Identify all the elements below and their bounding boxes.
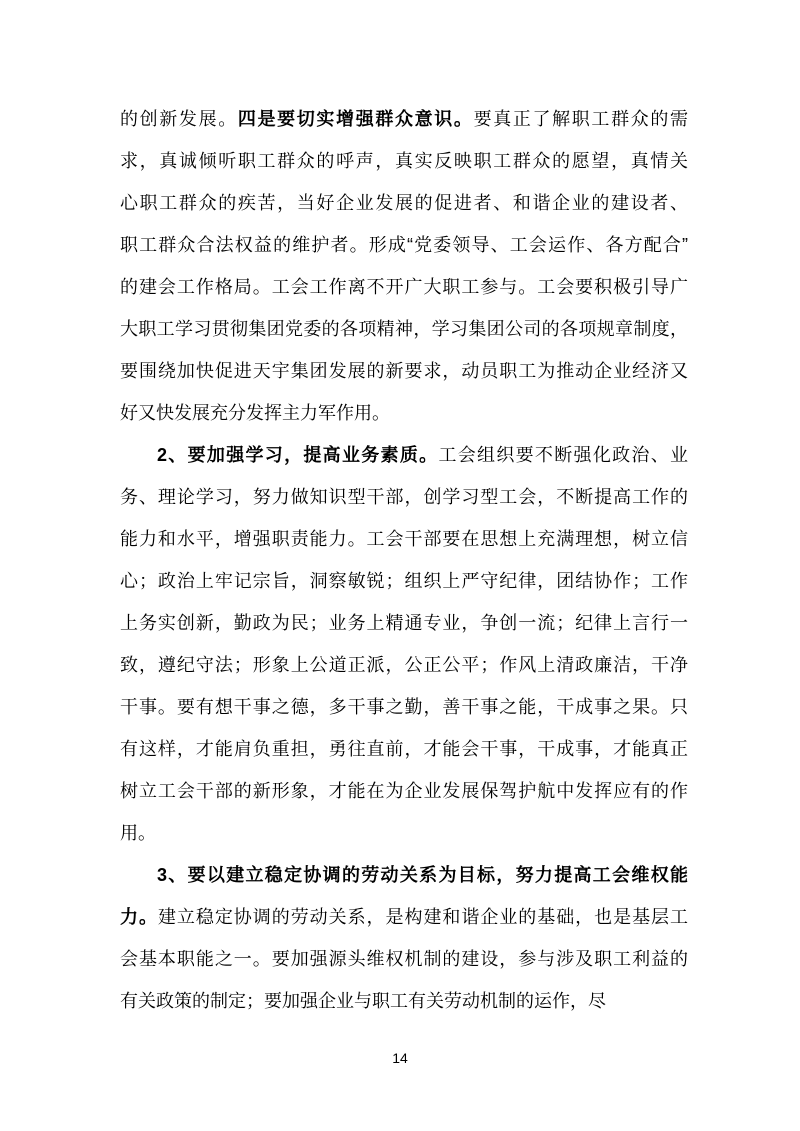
text-line: [120, 686, 688, 728]
text-run: 心；政治上牢记宗旨，洞察敏锐；组织上严守纪律，团结协作；工作: [120, 571, 688, 591]
text-run: 树立工会干部的新形象，才能在为企业发展保驾护航中发挥应有的作: [120, 781, 688, 801]
text-line: [120, 350, 688, 392]
text-run: 务、理论学习，努力做知识型干部，创学习型工会，不断提高工作的: [120, 487, 688, 507]
text-line: [120, 644, 688, 686]
text-run: 2、要加强学习，提高业务素质。: [157, 445, 439, 465]
text-line: [120, 266, 688, 308]
document-body: [120, 98, 688, 1022]
text-line: [120, 392, 688, 434]
text-line: [120, 560, 688, 602]
text-line: [120, 980, 688, 1022]
text-run: 好又快发展充分发挥主力军作用。: [120, 403, 390, 423]
text-line: [120, 854, 688, 896]
text-run: 建立稳定协调的劳动关系，是构建和谐企业的基础，也是基层工: [157, 907, 689, 927]
text-run: 大职工学习贯彻集团党委的各项精神，学习集团公司的各项规章制度，: [120, 319, 688, 339]
text-run: 要围绕加快促进天宇集团发展的新要求，动员职工为推动企业经济又: [120, 361, 688, 381]
text-run: 有关政策的制定；要加强企业与职工有关劳动机制的运作，尽: [120, 991, 606, 1011]
text-line: [120, 308, 688, 350]
text-line: [120, 98, 688, 140]
text-run: 求，真诚倾听职工群众的呼声，真实反映职工群众的愿望，真情关: [120, 151, 688, 171]
text-run: 的建会工作格局。工会工作离不开广大职工参与。工会要积极引导广: [120, 277, 688, 297]
paragraph-2: [120, 434, 688, 854]
text-line: [120, 182, 688, 224]
text-line: [120, 938, 688, 980]
text-line: [120, 476, 688, 518]
text-run: 用。: [120, 823, 156, 843]
text-run: 能力和水平，增强职责能力。工会干部要在思想上充满理想，树立信: [120, 529, 688, 549]
paragraph-3: [120, 854, 688, 1022]
paragraph-1: [120, 98, 688, 434]
text-line: [120, 770, 688, 812]
text-run: 力。: [120, 907, 158, 927]
text-line: [120, 140, 688, 182]
text-run: 上务实创新，勤政为民；业务上精通专业，争创一流；纪律上言行一: [120, 613, 688, 633]
text-line: [120, 518, 688, 560]
text-line: [120, 224, 688, 266]
text-line: [120, 896, 688, 938]
text-run: 有这样，才能肩负重担，勇往直前，才能会干事，干成事，才能真正: [120, 739, 688, 759]
text-run: 的创新发展。: [120, 109, 238, 129]
page-number: 14: [392, 1050, 408, 1066]
text-run: 要真正了解职工群众的需: [473, 109, 689, 129]
text-line: [120, 602, 688, 644]
text-run: 四是要切实增强群众意识。: [237, 109, 474, 129]
text-run: 3、要以建立稳定协调的劳动关系为目标，努力提高工会维权能: [157, 865, 688, 885]
text-run: 工会组织要不断强化政治、业: [438, 445, 689, 465]
text-line: [120, 434, 688, 476]
text-run: 会基本职能之一。要加强源头维权机制的建设，参与涉及职工利益的: [120, 949, 688, 969]
text-line: [120, 812, 688, 854]
text-run: 职工群众合法权益的维护者。形成“党委领导、工会运作、各方配合”: [120, 235, 688, 255]
text-line: [120, 728, 688, 770]
text-run: 心职工群众的疾苦，当好企业发展的促进者、和谐企业的建设者、: [120, 193, 688, 213]
text-run: 干事。要有想干事之德，多干事之勤，善干事之能，干成事之果。只: [120, 697, 688, 717]
text-run: 致，遵纪守法；形象上公道正派，公正公平；作风上清政廉洁，干净: [120, 655, 688, 675]
